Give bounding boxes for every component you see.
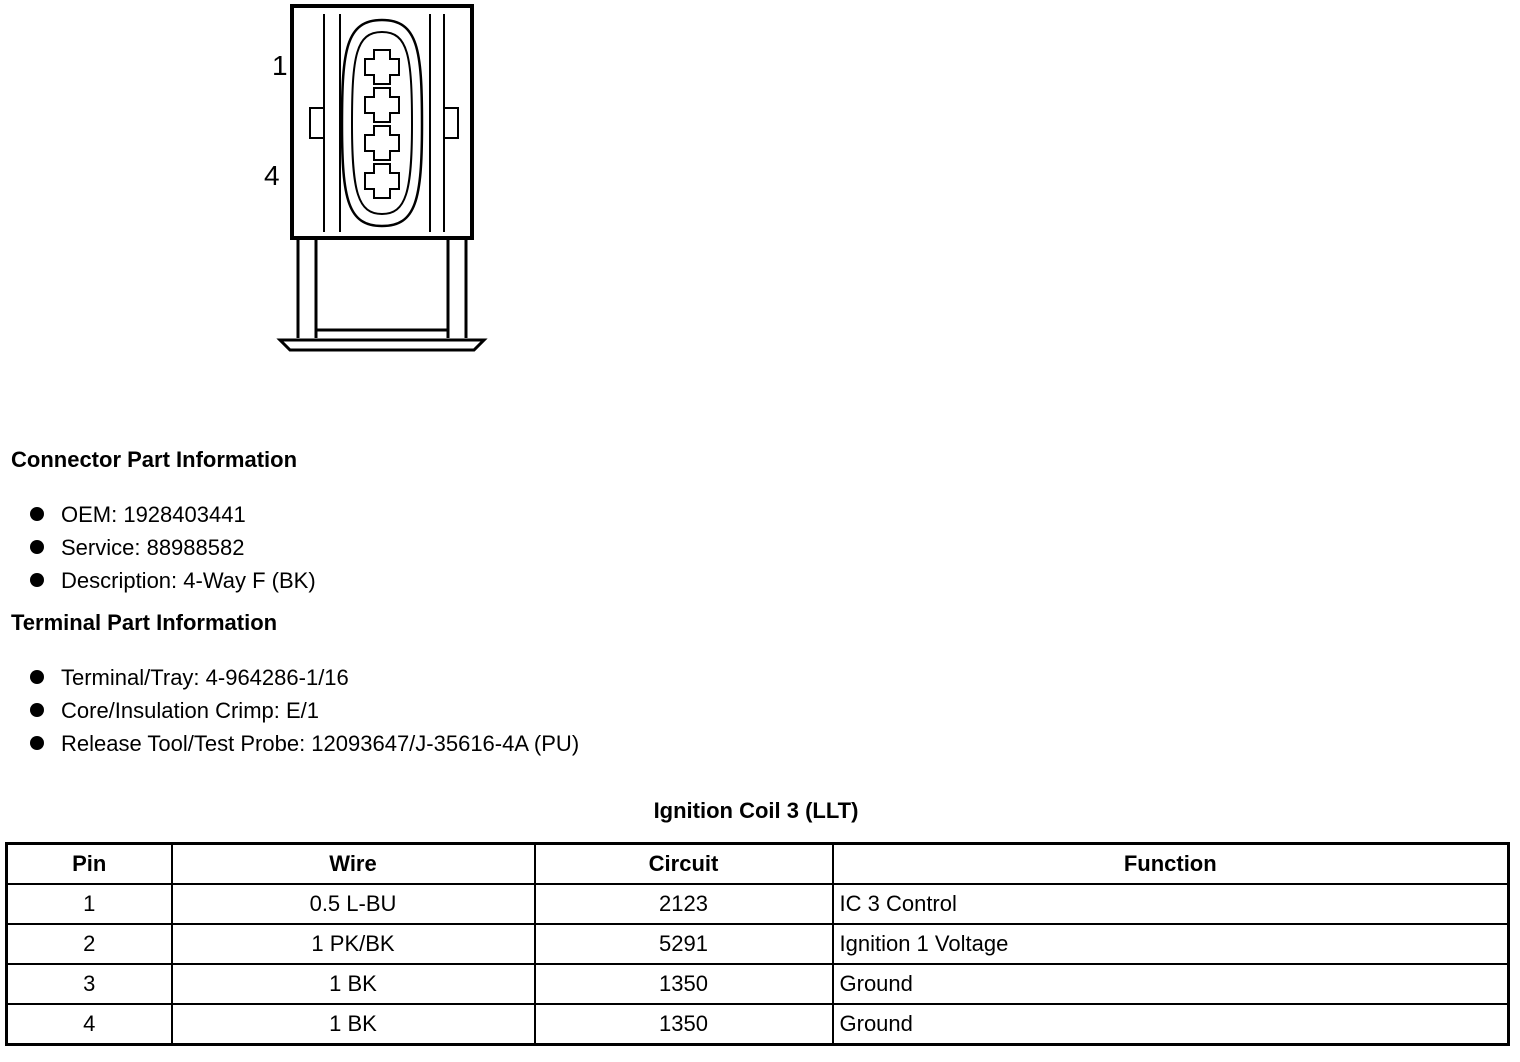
- cell-circuit: 1350: [535, 1004, 833, 1045]
- cell-wire: 1 BK: [172, 1004, 535, 1045]
- list-item: [30, 531, 316, 564]
- cell-wire: 0.5 L-BU: [172, 884, 535, 924]
- terminal-info-tray: Terminal/Tray: 4-964286-1/16: [61, 665, 349, 690]
- bullet-icon: [30, 736, 44, 750]
- terminal-info-crimp: Core/Insulation Crimp: E/1: [61, 698, 319, 723]
- cell-pin: 4: [7, 1004, 172, 1045]
- cell-pin: 2: [7, 924, 172, 964]
- pin-4-label: 4: [264, 160, 280, 191]
- cell-circuit: 1350: [535, 964, 833, 1004]
- cell-pin: 3: [7, 964, 172, 1004]
- cell-circuit: 5291: [535, 924, 833, 964]
- list-item: [30, 564, 316, 597]
- table-row: [7, 1004, 1509, 1045]
- cell-function: Ground: [833, 1004, 1509, 1045]
- bullet-icon: [30, 670, 44, 684]
- bullet-icon: [30, 703, 44, 717]
- pin-1-label: 1: [272, 50, 288, 81]
- cell-circuit: 2123: [535, 884, 833, 924]
- terminal-info-release-tool: Release Tool/Test Probe: 12093647/J-35616-4A (PU): [61, 731, 580, 756]
- connector-info-list: [30, 498, 316, 597]
- table-row: [7, 924, 1509, 964]
- connector-diagram: [258, 0, 498, 360]
- connector-info-description: Description: 4-Way F (BK): [61, 568, 316, 593]
- terminal-info-heading: Terminal Part Information: [11, 610, 278, 635]
- cell-function: Ignition 1 Voltage: [833, 924, 1509, 964]
- connector-info-oem: OEM: 1928403441: [61, 502, 246, 527]
- table-row: [7, 964, 1509, 1004]
- cell-function: Ground: [833, 964, 1509, 1004]
- header-function: Function: [833, 844, 1509, 885]
- cell-function: IC 3 Control: [833, 884, 1509, 924]
- header-circuit: Circuit: [535, 844, 833, 885]
- terminal-info-list: [30, 661, 579, 760]
- cell-wire: 1 PK/BK: [172, 924, 535, 964]
- table-title: Ignition Coil 3 (LLT): [653, 798, 859, 823]
- pinout-table: [5, 842, 1510, 1046]
- bullet-icon: [30, 507, 44, 521]
- bullet-icon: [30, 540, 44, 554]
- bullet-icon: [30, 573, 44, 587]
- list-item: [30, 727, 579, 760]
- header-pin: Pin: [7, 844, 172, 885]
- list-item: [30, 498, 316, 531]
- connector-info-heading: Connector Part Information: [11, 447, 298, 472]
- list-item: [30, 661, 579, 694]
- header-wire: Wire: [172, 844, 535, 885]
- table-row: [7, 884, 1509, 924]
- connector-face-drawing: [258, 0, 498, 360]
- cell-pin: 1: [7, 884, 172, 924]
- list-item: [30, 694, 579, 727]
- cell-wire: 1 BK: [172, 964, 535, 1004]
- connector-info-service: Service: 88988582: [61, 535, 245, 560]
- table-header-row: [7, 844, 1509, 885]
